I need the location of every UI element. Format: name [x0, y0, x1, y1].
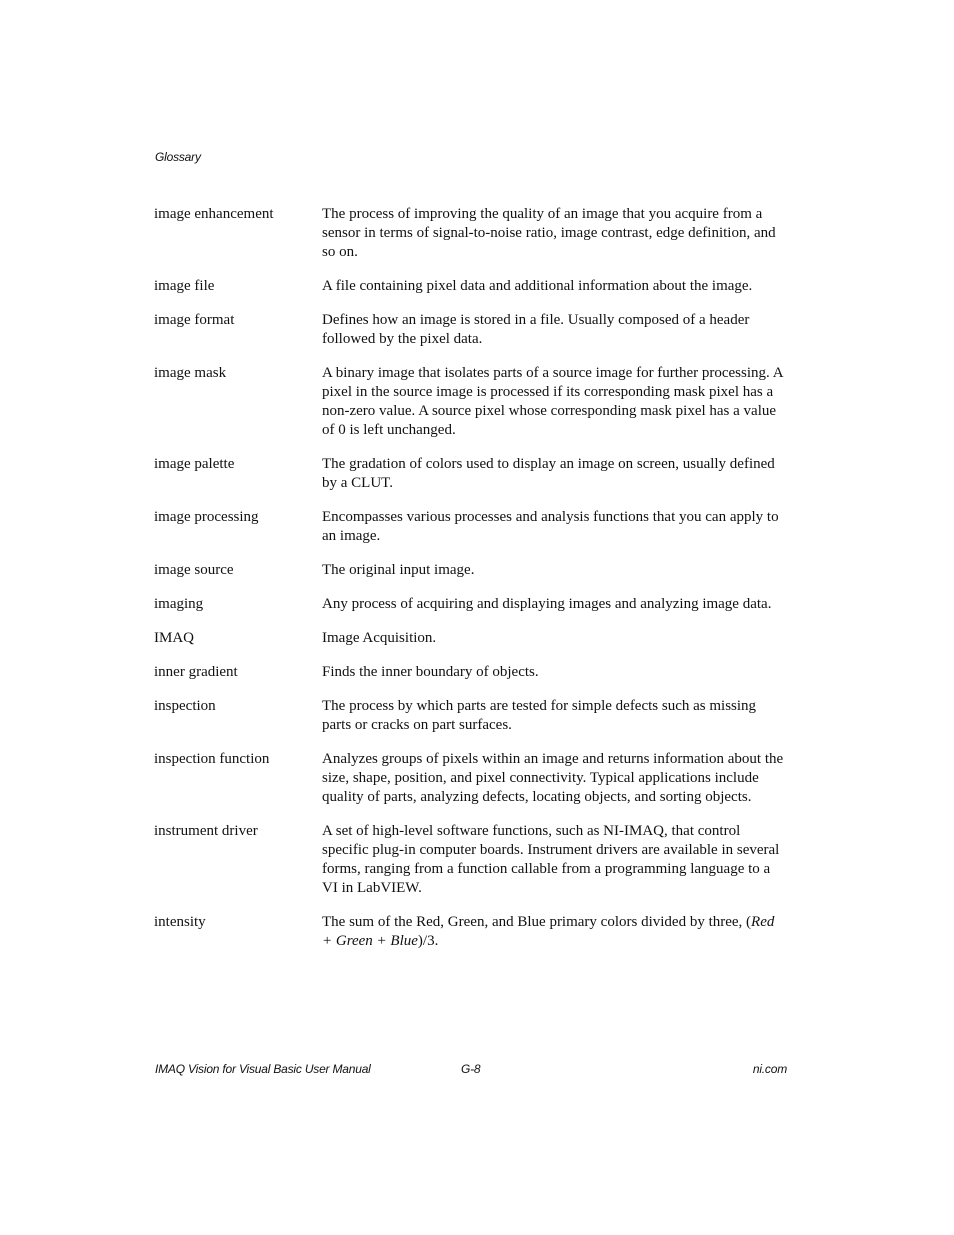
glossary-definition: The original input image. [322, 562, 475, 578]
glossary-term: IMAQ [154, 630, 194, 646]
definition-text: )/3. [417, 933, 439, 949]
glossary-entry [154, 629, 794, 648]
glossary-definition: A binary image that isolates parts of a source image for further processing. A pixel in the source image is processed if its corresponding mask pixel has a non-zero value. A source pixel whose corresponding mask pixel has a value of 0 is left unchanged. [322, 365, 783, 438]
glossary-term: inner gradient [154, 664, 238, 680]
glossary-definition [322, 913, 788, 951]
glossary-entry [154, 205, 794, 262]
glossary-list [154, 205, 794, 966]
glossary-definition: The process by which parts are tested for simple defects such as missing parts or cracks on part surfaces. [322, 698, 757, 733]
glossary-definition: Any process of acquiring and displaying images and analyzing image data. [322, 596, 772, 612]
glossary-entry [154, 311, 794, 349]
glossary-entry [154, 663, 794, 682]
glossary-entry [154, 697, 794, 735]
glossary-term: instrument driver [154, 823, 258, 839]
glossary-entry [154, 508, 794, 546]
page-number: G-8 [461, 1062, 481, 1076]
glossary-entry [154, 913, 794, 951]
glossary-entry [154, 364, 794, 440]
page-footer [155, 1062, 787, 1078]
glossary-term: inspection [154, 698, 216, 714]
glossary-definition: Analyzes groups of pixels within an image and returns information about the size, shape, position, and pixel connectivity. Typical applications include quality of parts, analyzing defects, locating objects, and sorting objects. [322, 751, 784, 805]
glossary-definition: A file containing pixel data and additional information about the image. [322, 278, 753, 294]
glossary-term: inspection function [154, 751, 270, 767]
definition-text: The sum of the Red, Green, and Blue primary colors divided by three, ( [322, 914, 752, 930]
glossary-definition: The process of improving the quality of an image that you acquire from a sensor in terms of signal-to-noise ratio, image contrast, edge definition, and so on. [322, 206, 776, 260]
glossary-entry [154, 595, 794, 614]
glossary-entry [154, 561, 794, 580]
glossary-entry [154, 750, 794, 807]
glossary-term: intensity [154, 914, 206, 930]
glossary-definition: Image Acquisition. [322, 630, 437, 646]
glossary-entry [154, 277, 794, 296]
glossary-term: image source [154, 562, 234, 578]
glossary-definition: Finds the inner boundary of objects. [322, 664, 539, 680]
glossary-term: image enhancement [154, 206, 274, 222]
glossary-definition: Defines how an image is stored in a file. Usually composed of a header followed by the pixel data. [322, 312, 750, 347]
intensity-formula: Red + Green + Blue [322, 914, 775, 949]
glossary-definition: Encompasses various processes and analysis functions that you can apply to an image. [322, 509, 779, 544]
glossary-term: image processing [154, 509, 259, 525]
glossary-term: image palette [154, 456, 235, 472]
glossary-entry [154, 822, 794, 898]
website-link[interactable]: ni.com [752, 1062, 787, 1076]
manual-title: IMAQ Vision for Visual Basic User Manual [155, 1062, 371, 1076]
glossary-definition: A set of high-level software functions, such as NI-IMAQ, that control specific plug-in computer boards. Instrument drivers are available in several forms, ranging from a function callable from a programming language to a VI in LabVIEW. [322, 823, 780, 896]
glossary-definition: The gradation of colors used to display an image on screen, usually defined by a CLUT. [322, 456, 775, 491]
running-header: Glossary [155, 150, 201, 164]
glossary-term: image mask [154, 365, 227, 381]
glossary-entry [154, 455, 794, 493]
glossary-term: image format [154, 312, 235, 328]
glossary-term: imaging [154, 596, 204, 612]
glossary-term: image file [154, 278, 215, 294]
